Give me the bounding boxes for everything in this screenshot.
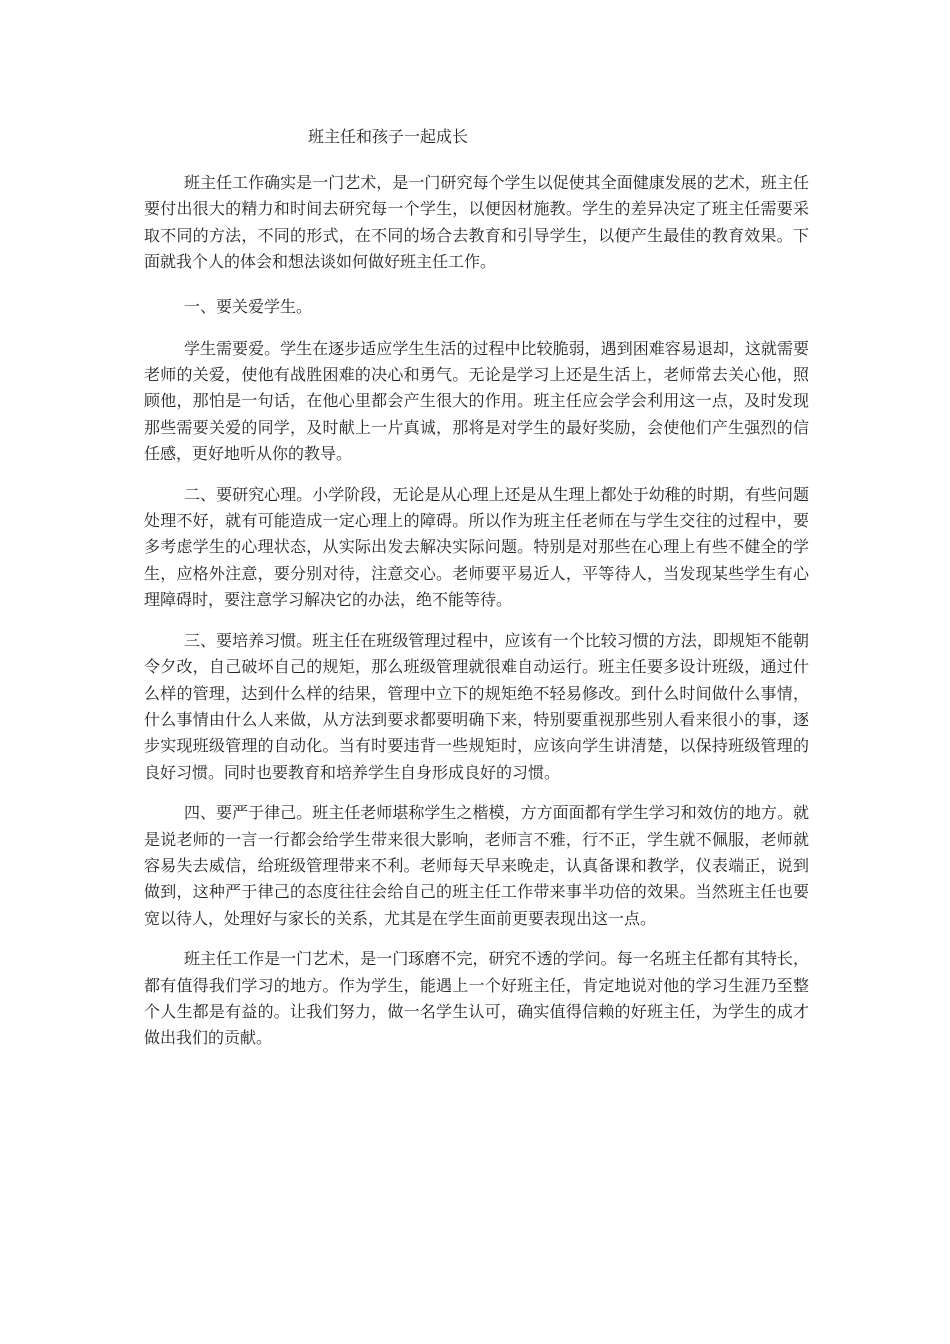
paragraph-habits: 三、要培养习惯。班主任在班级管理过程中，应该有一个比较习惯的方法，即规矩不能朝令夕改，自己破坏自己的规矩，那么班级管理就很难自动运行。班主任要多设计班级，通过什么样的管理，达到什么样的结果，管理中立下的规矩绝不轻易修改。到什么时间做什么事情，什么事情由什么人来做，从方法到要求都要明确下来，特别要重视那些别人看来很小的事，逐步实现班级管理的自动化。当有时要违背一些规矩时，应该向学生讲清楚，以保持班级管理的良好习惯。同时也要教育和培养学生自身形成良好的习惯。 [144, 630, 809, 782]
paragraph-intro: 班主任工作确实是一门艺术，是一门研究每个学生以促使其全面健康发展的艺术，班主任要付出很大的精力和时间去研究每一个学生，以便因材施教。学生的差异决定了班主任需要采取不同的方法，不同的形式，在不同的场合去教育和引导学生，以便产生最佳的教育效果。下面就我个人的体会和想法谈如何做好班主任工作。 [144, 173, 809, 272]
paragraph-self-discipline: 四、要严于律己。班主任老师堪称学生之楷模，方方面面都有学生学习和效仿的地方。就是说老师的一言一行都会给学生带来很大影响，老师言不雅，行不正，学生就不佩服，老师就容易失去威信，给班级管理带来不利。老师每天早来晚走，认真备课和教学，仪表端正，说到做到，这种严于律己的态度往往会给自己的班主任工作带来事半功倍的效果。当然班主任也要宽以待人，处理好与家长的关系，尤其是在学生面前更要表现出这一点。 [144, 803, 809, 928]
paragraph-care: 学生需要爱。学生在逐步适应学生生活的过程中比较脆弱，遇到困难容易退却，这就需要老师的关爱，使他有战胜困难的决心和勇气。无论是学习上还是生活上，老师常去关心他，照顾他，那怕是一句话，在他心里都会产生很大的作用。班主任应会学会利用这一点，及时发现那些需要关爱的同学，及时献上一片真诚，那将是对学生的最好奖励，会使他们产生强烈的信任感，更好地听从你的教导。 [144, 338, 809, 464]
document-title: 班主任和孩子一起成长 [308, 127, 469, 146]
document-body [144, 120, 809, 1052]
paragraph-psychology: 二、要研究心理。小学阶段，无论是从心理上还是从生理上都处于幼稚的时期，有些问题处理不好，就有可能造成一定心理上的障碍。所以作为班主任老师在与学生交往的过程中，要多考虑学生的心理状态，从实际出发去解决实际问题。特别是对那些在心理上有些不健全的学生，应格外注意，要分别对待，注意交心。老师要平易近人，平等待人，当发现某些学生有心理障碍时，要注意学习解决它的办法，绝不能等待。 [144, 484, 809, 610]
paragraph-conclusion: 班主任工作是一门艺术，是一门琢磨不完，研究不透的学问。每一名班主任都有其特长，都有值得我们学习的地方。作为学生，能遇上一个好班主任，肯定地说对他的学习生涯乃至整个人生都是有益的。让我们努力，做一名学生认可，确实值得信赖的好班主任，为学生的成才做出我们的贡献。 [144, 949, 809, 1048]
section-heading-care: 一、要关爱学生。 [184, 296, 313, 316]
